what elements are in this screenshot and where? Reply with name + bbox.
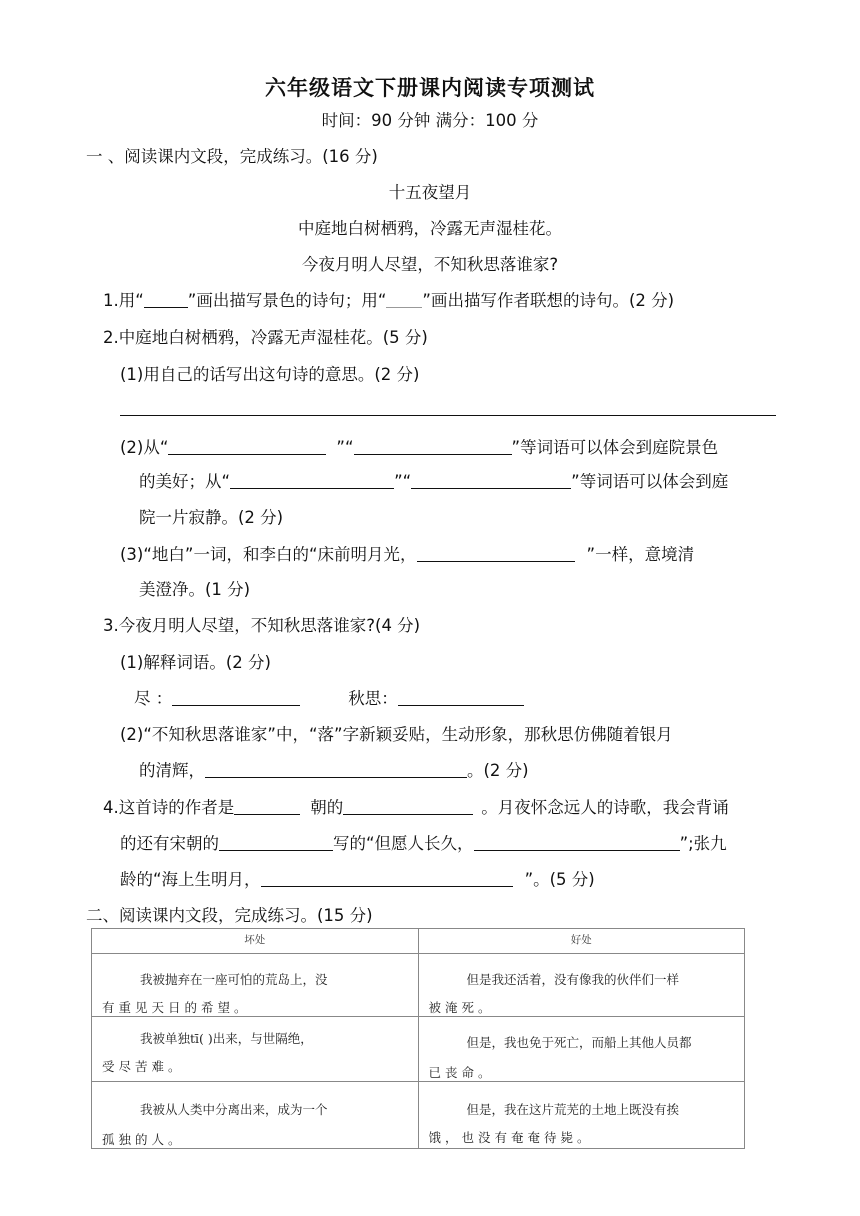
poem-title: 十五夜望月 — [388, 183, 472, 202]
cell-text: 孤独的人。 — [102, 1132, 185, 1147]
cell-text: 已丧命。 — [428, 1065, 495, 1080]
cell-text: 被淹死。 — [428, 1000, 495, 1015]
cell-text: 我被从人类中分离出来，成为一个 — [140, 1102, 328, 1117]
question-2-part-3-end: 美澄净。(1 分) — [139, 580, 251, 599]
cell-text: 但是我还活着，没有像我的伙伴们一样 — [466, 972, 680, 987]
answer-blank[interactable] — [261, 870, 513, 887]
answer-blank[interactable] — [411, 472, 571, 489]
question-2-part-2-cont: 的美好；从“ ”“ ”等词语可以体会到庭 — [139, 472, 729, 491]
answer-blank[interactable] — [398, 689, 524, 706]
page-title: 六年级语文下册课内阅读专项测试 — [265, 76, 595, 100]
question-4-cont: 的还有宋朝的 写的“但愿人长久， ”;张九 — [120, 834, 727, 853]
answer-blank[interactable] — [205, 761, 467, 778]
question-3-part-1-terms: 尽 ： 秋思： — [134, 688, 524, 710]
answer-blank[interactable] — [234, 798, 300, 815]
question-2-part-2-end: 院一片寂静。(2 分) — [139, 508, 284, 527]
poem-line-2: 今夜月明人尽望，不知秋思落谁家? — [301, 255, 559, 274]
poem-line-1: 中庭地白树栖鸦，冷露无声湿桂花。 — [298, 219, 562, 238]
answer-blank[interactable] — [230, 472, 394, 489]
cell-text: 有重见天日的希望。 — [102, 1000, 251, 1015]
question-3-part-2: (2)“不知秋思落谁家”中，“落”字新颖妥贴，生动形象，那秋思仿佛随着银月 — [120, 725, 673, 744]
table-header-bad: 坏处 — [92, 929, 419, 954]
cell-text: 但是，我也免于死亡，而船上其他人员都 — [466, 1035, 692, 1050]
question-1: 1.用“ ”画出描写景色的诗句；用“ ”画出描写作者联想的诗句。(2 分) — [103, 291, 675, 310]
question-4: 4.这首诗的作者是 朝的 。月夜怀念远人的诗歌，我会背诵 — [103, 798, 729, 817]
answer-blank[interactable] — [417, 545, 575, 562]
table-row — [92, 954, 745, 1017]
question-2-part-2: (2)从“ ”“ ”等词语可以体会到庭院景色 — [120, 438, 719, 457]
answer-blank[interactable] — [386, 291, 422, 308]
section1-heading: 一 、阅读课内文段，完成练习。(16 分) — [86, 147, 378, 166]
answer-line[interactable] — [120, 415, 776, 416]
robinson-table — [91, 928, 745, 1149]
cell-text: 但是，我在这片荒芜的土地上既没有挨 — [466, 1102, 680, 1117]
table-row — [92, 1017, 745, 1082]
question-2-part-3: (3)“地白”一词，和李白的“床前明月光， ”一样，意境清 — [120, 545, 695, 564]
table-header-good: 好处 — [418, 929, 745, 954]
question-2-stem: 2.中庭地白树栖鸦，冷露无声湿桂花。(5 分) — [103, 328, 428, 347]
answer-blank[interactable] — [168, 438, 326, 455]
section2-heading: 二、阅读课内文段，完成练习。(15 分) — [86, 906, 373, 925]
answer-blank[interactable] — [144, 291, 188, 308]
answer-blank[interactable] — [172, 689, 300, 706]
question-4-end: 龄的“海上生明月， ”。(5 分) — [120, 870, 595, 889]
question-3-part-2-cont: 的清辉， 。(2 分) — [139, 761, 529, 780]
cell-text: 受尽苦难。 — [102, 1059, 185, 1074]
question-3-stem: 3.今夜月明人尽望，不知秋思落谁家?(4 分) — [103, 616, 421, 635]
answer-blank[interactable] — [219, 834, 333, 851]
cell-text: 饿，也没有奄奄待毙。 — [428, 1130, 594, 1145]
cell-text: 我被单独tī( )出来，与世隔绝， — [140, 1031, 313, 1046]
question-2-part-1: (1)用自己的话写出这句诗的意思。(2 分) — [120, 365, 420, 384]
question-3-part-1: (1)解释词语。(2 分) — [120, 653, 271, 672]
answer-blank[interactable] — [354, 438, 512, 455]
answer-blank[interactable] — [343, 798, 473, 815]
time-score-info: 时间：90 分钟 满分：100 分 — [321, 111, 539, 130]
table-row — [92, 1082, 745, 1149]
cell-text: 我被抛弃在一座可怕的荒岛上，没 — [140, 972, 328, 987]
answer-blank[interactable] — [474, 834, 680, 851]
